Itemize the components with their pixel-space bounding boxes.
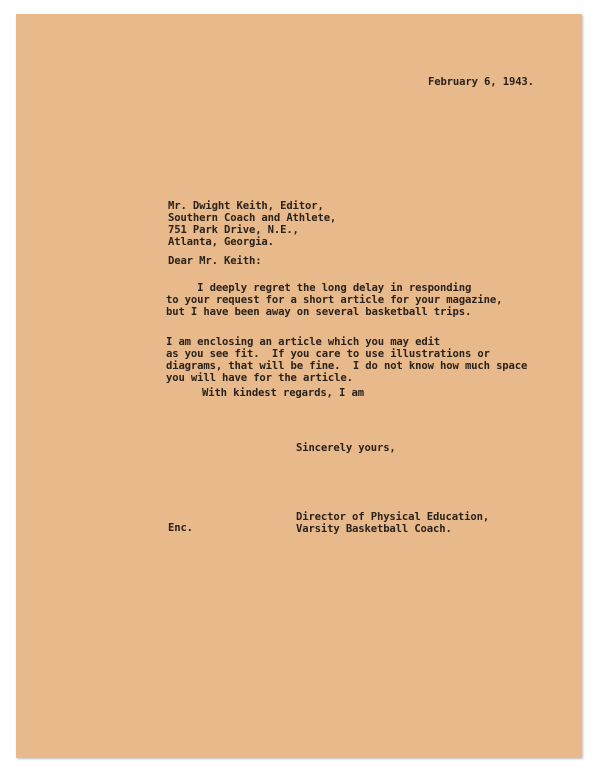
recipient-address xyxy=(168,200,336,248)
enclosure-notation: Enc. xyxy=(168,522,193,534)
paragraph-line: I am enclosing an article which you may edit xyxy=(166,336,441,348)
recipient-line: Southern Coach and Athlete, xyxy=(168,212,337,224)
paragraph-line: to your request for a short article for your magazine, xyxy=(166,294,503,306)
paragraph-line: but I have been away on several basketball trips. xyxy=(166,306,472,318)
recipient-line: Mr. Dwight Keith, Editor, xyxy=(168,200,324,212)
paragraph-line: as you see fit. If you care to use illustrations or xyxy=(166,348,490,360)
recipient-line: Atlanta, Georgia. xyxy=(168,236,274,248)
salutation: Dear Mr. Keith: xyxy=(168,255,262,267)
paragraph-line: diagrams, that will be fine. I do not know how much space xyxy=(166,360,528,372)
closing-line: With kindest regards, I am xyxy=(202,387,364,399)
paragraph-line: I deeply regret the long delay in responding xyxy=(166,282,472,294)
paragraph-line: you will have for the article. xyxy=(166,372,353,384)
signature-block xyxy=(296,511,489,535)
letter-date: February 6, 1943. xyxy=(428,76,534,88)
body-paragraph-2 xyxy=(166,336,527,384)
complimentary-close: Sincerely yours, xyxy=(296,442,396,454)
recipient-line: 751 Park Drive, N.E., xyxy=(168,224,299,236)
body-paragraph-1 xyxy=(166,282,502,318)
letter-page xyxy=(16,14,582,758)
signature-line: Varsity Basketball Coach. xyxy=(296,523,452,535)
signature-line: Director of Physical Education, xyxy=(296,511,490,523)
